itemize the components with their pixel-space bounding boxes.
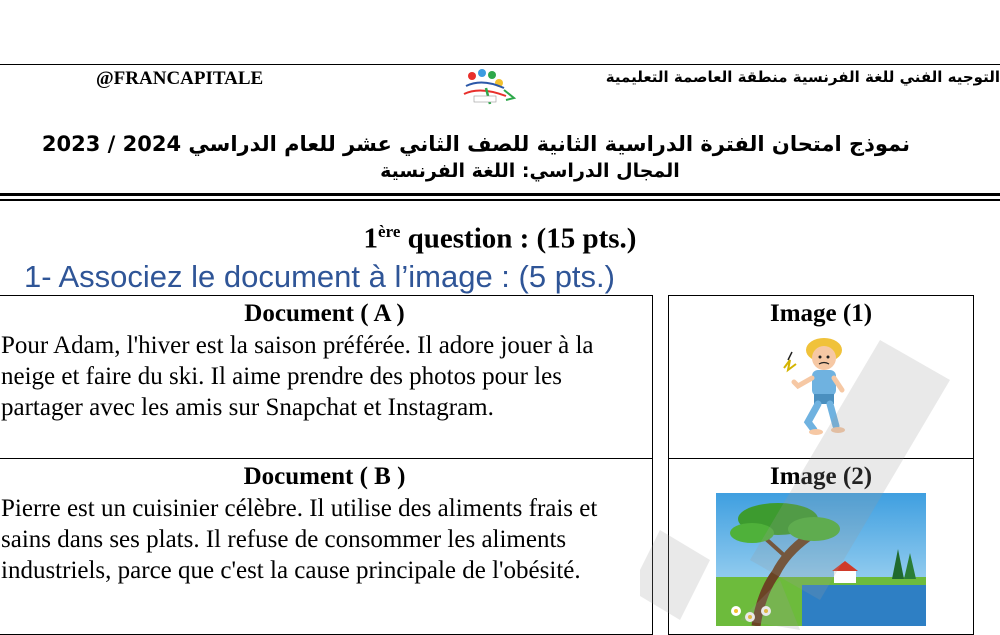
document-a-text: Pour Adam, l'hiver est la saison préférée. Il adore jouer à la neige et faire du ski. Il aime prendre des photos pour les partager avec les amis sur Snapchat et Instagram. (1, 332, 594, 421)
question-title (0, 222, 1000, 256)
image-1-title: Image (1) (769, 300, 873, 327)
injured-boy-illustration (776, 330, 866, 438)
institution-title: التوجيه الفني للغة الفرنسية منطقة العاصمة التعليمية (605, 68, 1000, 86)
document-b-title: Document ( B ) (243, 463, 406, 490)
exam-title: نموذج امتحان الفترة الدراسية الثانية للصف الثاني عشر للعام الدراسي 2024 / 2023 (41, 132, 910, 156)
document-b-cell (0, 459, 653, 635)
document-a-title: Document ( A ) (244, 300, 405, 327)
question-number: 1 (363, 222, 379, 255)
documents-table (0, 295, 653, 635)
image-1-cell (669, 296, 974, 459)
image-2-cell (669, 459, 974, 635)
question-label: question : (15 pts.) (407, 222, 637, 255)
francapitale-logo-icon (452, 64, 520, 114)
images-table (668, 295, 974, 635)
exam-subject: المجال الدراسي: اللغة الفرنسية (380, 160, 680, 182)
header-band-top (0, 193, 1000, 196)
document-b-text: Pierre est un cuisinier célèbre. Il utilise des aliments frais et sains dans ses plats. Il refuse de consommer les aliments industriels, parce que c'est la cause principale de l'obésité. (1, 495, 598, 584)
question-instruction: 1- Associez le document à l’image : (5 pts.) (24, 259, 615, 294)
document-a-cell (0, 296, 653, 459)
image-2-title: Image (2) (769, 463, 873, 490)
tree-lake-landscape-illustration (716, 493, 926, 626)
header-handle: @FRANCAPITALE (96, 68, 264, 89)
header-band-bottom (0, 199, 1000, 201)
question-superscript: ère (378, 222, 401, 241)
